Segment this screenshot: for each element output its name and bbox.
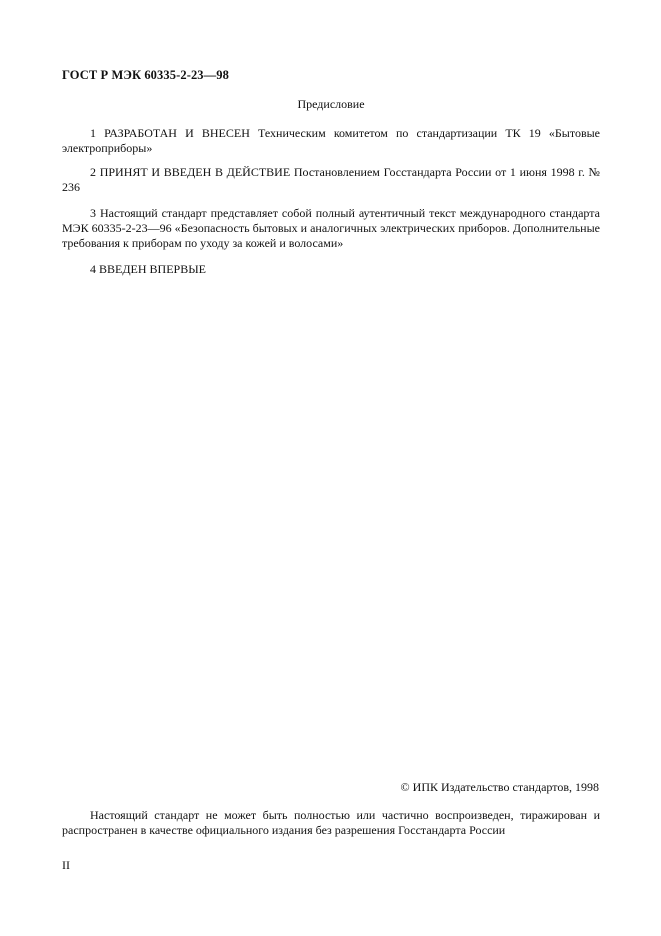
preface-paragraph-2: 2 ПРИНЯТ И ВВЕДЕН В ДЕЙСТВИЕ Постановлением Госстандарта России от 1 июня 1998 г. № 236 bbox=[62, 165, 600, 194]
reproduction-notice: Настоящий стандарт не может быть полностью или частично воспроизведен, тиражирован и распространен в качестве официального издания без разрешения Госстандарта России bbox=[62, 808, 600, 837]
preface-title: Предисловие bbox=[297, 97, 365, 111]
document-code: ГОСТ Р МЭК 60335-2-23—98 bbox=[62, 68, 229, 82]
preface-paragraph-1: 1 РАЗРАБОТАН И ВНЕСЕН Техническим комитетом по стандартизации ТК 19 «Бытовые электроприборы» bbox=[62, 126, 600, 155]
copyright-line: © ИПК Издательство стандартов, 1998 bbox=[400, 780, 599, 794]
page-number: II bbox=[62, 858, 70, 872]
preface-paragraph-3: 3 Настоящий стандарт представляет собой полный аутентичный текст международного стандарта МЭК 60335-2-23—96 «Безопасность бытовых и аналогичных электрических приборов. Дополнительные требования к приборам по уходу за кожей и волосами» bbox=[62, 206, 600, 250]
preface-paragraph-4: 4 ВВЕДЕН ВПЕРВЫЕ bbox=[90, 262, 206, 276]
